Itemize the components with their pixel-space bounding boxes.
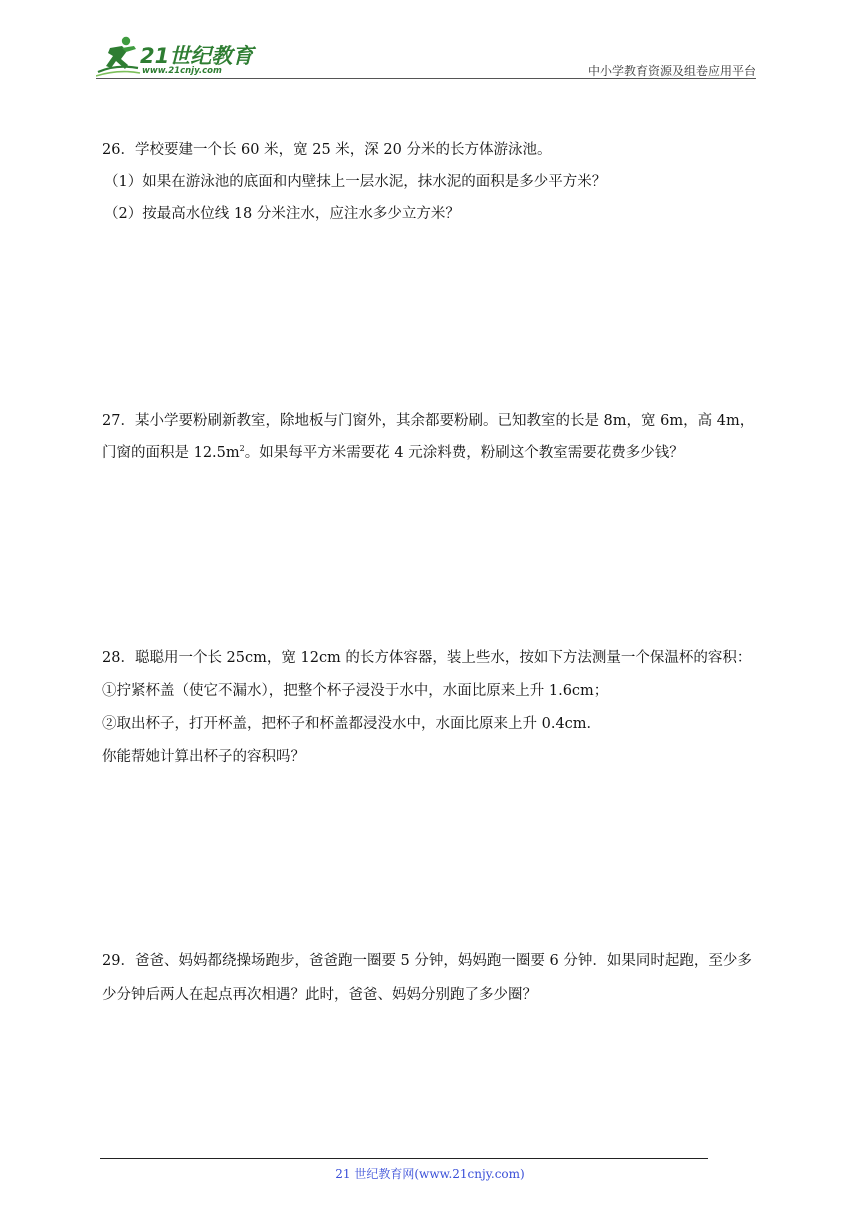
footer-link[interactable]: 21 世纪教育网(www.21cnjy.com) [335, 1167, 525, 1181]
question-27-question: 。如果每平方米需要花 4 元涂料费，粉刷这个教室需要花费多少钱？ [244, 445, 684, 461]
question-28-text: 28．聪聪用一个长 25cm，宽 12cm 的长方体容器，装上些水，按如下方法测量一个保温杯的容积： [102, 650, 752, 666]
logo-text: 21世纪教育 [140, 44, 254, 68]
runner-logo-icon [96, 34, 142, 78]
question-28-step-1: ①拧紧杯盖（使它不漏水），把整个杯子浸没于水中，水面比原来上升 1.6cm； [102, 683, 609, 699]
logo [96, 34, 266, 78]
question-27-area-value: 门窗的面积是 12.5m [102, 445, 240, 461]
question-29-text-line-2: 少分钟后两人在起点再次相遇？此时，爸爸、妈妈分别跑了多少圈？ [102, 987, 537, 1003]
question-27-text: 27．某小学要粉刷新教室，除地板与门窗外，其余都要粉刷。已知教室的长是 8m，宽 6m，高 4m， [102, 413, 755, 429]
question-26-text: 26．学校要建一个长 60 米，宽 25 米，深 20 分米的长方体游泳池。 [102, 142, 552, 158]
question-26-part-1: （1）如果在游泳池的底面和内壁抹上一层水泥，抹水泥的面积是多少平方米？ [104, 174, 607, 190]
footer-divider [100, 1158, 708, 1159]
question-28-question: 你能帮她计算出杯子的容积吗？ [102, 749, 305, 765]
header-platform-title: 中小学教育资源及组卷应用平台 [587, 64, 756, 78]
question-29-text: 29．爸爸、妈妈都绕操场跑步，爸爸跑一圈要 5 分钟，妈妈跑一圈要 6 分钟．如果同时起跑，至少多 [102, 953, 752, 969]
question-27-text-line-2 [102, 443, 684, 463]
logo-url: www.21cnjy.com [142, 66, 222, 76]
question-28-step-2: ②取出杯子，打开杯盖，把杯子和杯盖都浸没水中，水面比原来上升 0.4cm． [102, 716, 602, 732]
header-divider [96, 78, 756, 79]
page-header [96, 34, 756, 80]
question-27-superscript: 2 [239, 444, 245, 453]
question-26-part-2: （2）按最高水位线 18 分米注水，应注水多少立方米？ [104, 206, 460, 222]
